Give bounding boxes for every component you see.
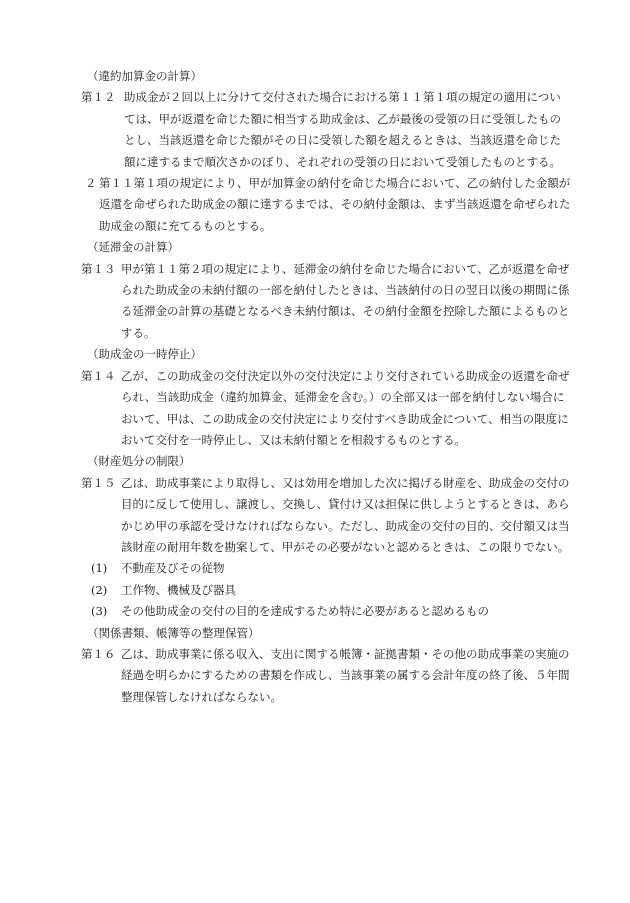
item-text: その他助成金の交付の目的を達成するため特に必要があると認めるもの xyxy=(121,604,489,619)
article-15 xyxy=(81,473,571,559)
document-body xyxy=(81,66,571,708)
article-text-12: 助成金が２回以上に分けて交付された場合における第１１第１項の規定の適用については、甲が返還を命じた額に相当する助成金は、乙が最後の受領の日に受領したものとし、当該返還を命じた額がその日に受領した額を超えるときは、当該返還を命じた額に達するまで順次さかのぼり、それぞれの受領の日において受領したものとする。 xyxy=(124,90,561,169)
item-number: (3) xyxy=(91,604,108,619)
section-heading-15: （財産処分の制限） xyxy=(87,454,191,469)
item-text: 不動産及びその従物 xyxy=(121,561,225,576)
article-number-16: 第１６ xyxy=(81,646,116,661)
article-text-15: 乙は、助成事業により取得し、又は効用を増加した次に掲げる財産を、助成金の交付の目的に反して使用し、譲渡し、交換し、貸付け又は担保に供しようとするときは、あらかじめ甲の承認を受けなければならない。ただし、助成金の交付の目的、交付額又は当該財産の耐用年数を勘案して、甲がその必要がないと認めるときは、この限りでない。 xyxy=(121,475,570,554)
article-number-14: 第１４ xyxy=(81,368,116,383)
article-text-13: 甲が第１１第２項の規定により、延滞金の納付を命じた場合において、乙が返還を命ぜられた助成金の未納付額の一部を納付したときは、当該納付の日の翌日以後の期間に係る延滞金の計算の基礎となるべき未納付額は、その納付金額を控除した額によるものとする。 xyxy=(121,261,570,340)
article-text-14: 乙が、この助成金の交付決定以外の交付決定により交付されている助成金の返還を命ぜられ、当該助成金（違約加算金、延滞金を含む。）の全部又は一部を納付しない場合において、甲は、この助成金の交付決定により交付すべき助成金について、相当の限度において交付を一時停止し、又は未納付額とを相殺するものとする。 xyxy=(121,368,570,447)
item-number: (1) xyxy=(91,561,108,576)
item-text: 工作物、機械及び器具 xyxy=(121,582,236,597)
article-14 xyxy=(81,366,571,452)
section-heading-13: （延滞金の計算） xyxy=(87,240,179,255)
article-number-12: 第１２ xyxy=(81,90,116,105)
section-heading-14: （助成金の一時停止） xyxy=(87,347,202,362)
list-item xyxy=(81,580,571,601)
article-number-15: 第１５ xyxy=(81,475,116,490)
item-number: (2) xyxy=(91,582,108,597)
article-12 xyxy=(81,87,571,173)
paragraph-number: ２ xyxy=(85,176,97,191)
article-number-13: 第１３ xyxy=(81,261,116,276)
paragraph-text: 第１１第１項の規定により、甲が加算金の納付を命じた場合において、乙の納付した金額が返還を命ぜられた助成金の額に達するまでは、その納付金額は、まず当該返還を命ぜられた助成金の額に充てるものとする。 xyxy=(99,176,571,233)
article-12-paragraph-2 xyxy=(81,173,571,237)
section-heading-16: （関係書類、帳簿等の整理保管） xyxy=(87,625,260,640)
article-16 xyxy=(81,644,571,708)
article-13 xyxy=(81,259,571,345)
list-item xyxy=(81,601,571,622)
section-heading-12: （違約加算金の計算） xyxy=(87,69,202,83)
article-text-16: 乙は、助成事業に係る収入、支出に関する帳簿・証拠書類・その他の助成事業の実施の経過を明らかにするための書類を作成し、当該事業の属する会計年度の終了後、５年間整理保管しなければならない。 xyxy=(121,646,570,704)
list-item xyxy=(81,558,571,579)
